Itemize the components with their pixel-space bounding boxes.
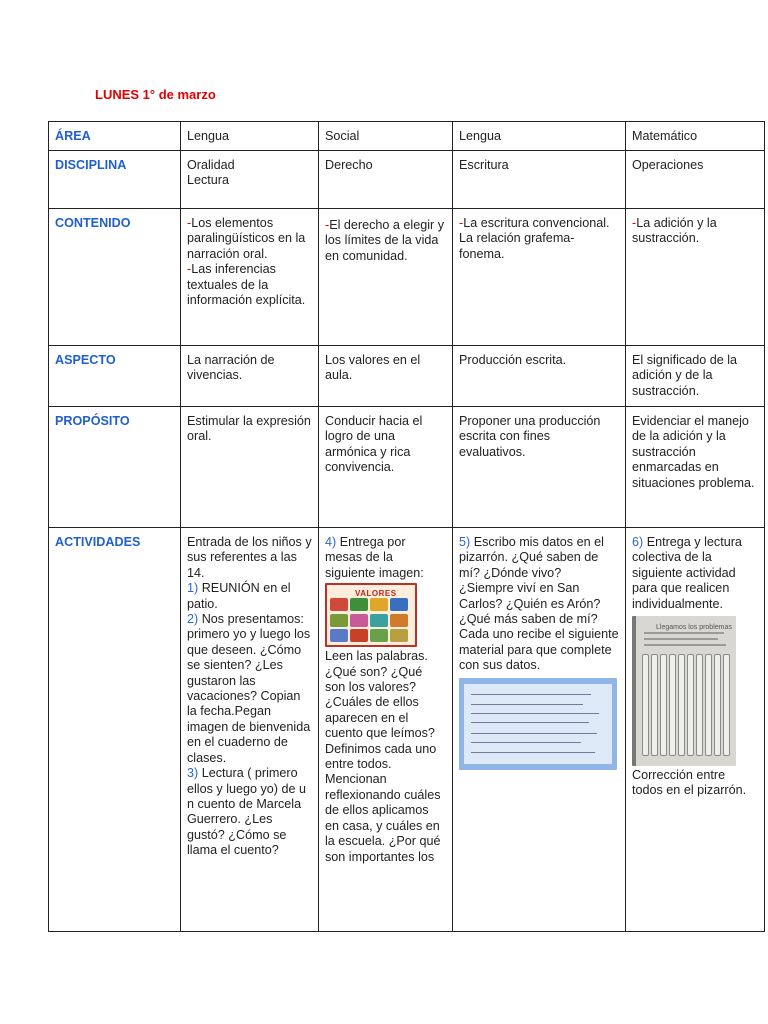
cell-actividades-1 (181, 528, 319, 932)
row-label-disciplina: DISCIPLINA (49, 151, 181, 209)
cell-proposito-4: Evidenciar el manejo de la adición y la sustracción enmarcadas en situaciones problema. (626, 407, 765, 528)
activity-number: 2) (187, 612, 199, 627)
cell-text: Escribo mis datos en el pizarrón. ¿Qué saben de mí? ¿Dónde vivo? ¿Siempre viví en San Carlos? ¿Quién es Arón? ¿Qué más saben de mí? Cada uno recibe el siguiente material para que complete con sus datos. (459, 535, 619, 673)
cell-text: Nos presentamos: primero yo y luego los que deseen. ¿Cómo se sienten? ¿Les gustaron las vacaciones? Copian la fecha.Pegan imagen de bienvenida en el cuaderno de clases. (187, 612, 311, 765)
cell-area-2: Social (319, 122, 453, 151)
cell-area-3: Lengua (453, 122, 626, 151)
page-title: LUNES 1° de marzo (95, 87, 216, 102)
cell-actividades-2 (319, 528, 453, 932)
cell-contenido-1 (181, 209, 319, 346)
activity-number: 3) (187, 766, 199, 781)
cell-text: REUNIÓN en el patio. (187, 581, 291, 611)
cell-contenido-3 (453, 209, 626, 346)
cell-disciplina-4: Operaciones (626, 151, 765, 209)
cell-text: Corrección entre todos en el pizarrón. (632, 768, 747, 798)
activity-item (459, 535, 619, 672)
cell-area-4: Matemático (626, 122, 765, 151)
cell-text: Entrada de los niños y sus referentes a las 14. (187, 535, 312, 580)
activity-item (187, 612, 312, 766)
cell-text: El derecho a elegir y los límites de la vida en comunidad. (325, 218, 445, 263)
row-label-actividades: ACTIVIDADES (49, 528, 181, 932)
cell-proposito-3: Proponer una producción escrita con fines evaluativos. (453, 407, 626, 528)
cell-text: Las inferencias textuales de la información explícita. (187, 262, 306, 308)
cell-text (187, 262, 312, 308)
table-row-contenido (49, 209, 765, 346)
row-label-area: ÁREA (49, 122, 181, 151)
valores-image-title: VALORES (355, 589, 397, 599)
worksheet-title: Llegamos los problemas (656, 624, 732, 632)
cell-contenido-2 (319, 209, 453, 346)
row-label-aspecto: ASPECTO (49, 346, 181, 407)
activity-number: 4) (325, 535, 337, 549)
table-row-disciplina (49, 151, 765, 209)
cell-text: Entrega y lectura colectiva de la siguiente actividad para que realicen individualmente. (632, 535, 742, 611)
activity-item (187, 766, 312, 858)
activity-item (632, 535, 742, 611)
cell-aspecto-4: El significado de la adición y de la sustracción. (626, 346, 765, 407)
activity-item (325, 535, 424, 580)
activity-number: 1) (187, 581, 199, 596)
cell-area-1: Lengua (181, 122, 319, 151)
activity-number: 5) (459, 535, 471, 549)
cell-text: Oralidad (187, 158, 235, 172)
datos-worksheet-image (459, 678, 617, 770)
cell-disciplina-1 (181, 151, 319, 209)
cell-text: Lectura (187, 173, 230, 188)
cell-aspecto-2: Los valores en el aula. (319, 346, 453, 407)
row-label-contenido: CONTENIDO (49, 209, 181, 346)
valores-image (325, 583, 417, 647)
cell-actividades-4 (626, 528, 765, 932)
dash-marker: - (459, 216, 464, 230)
cell-text: Entrega por mesas de la siguiente imagen: (325, 535, 424, 580)
table-row-proposito (49, 407, 765, 528)
dash-marker: - (325, 218, 330, 232)
activity-number: 6) (632, 535, 644, 549)
cell-text (187, 216, 312, 262)
cell-aspecto-1: La narración de vivencias. (181, 346, 319, 407)
cell-text: Lectura ( primero ellos y luego yo) de u n cuento de Marcela Guerrero. ¿Les gustó? ¿Cómo se llama el cuento? (187, 766, 307, 858)
table-row-aspecto (49, 346, 765, 407)
problemas-worksheet-image (632, 616, 736, 766)
activity-item (187, 581, 312, 612)
cell-disciplina-2: Derecho (319, 151, 453, 209)
cell-text: La escritura convencional. La relación grafema-fonema. (459, 216, 610, 261)
cell-text: Leen las palabras. ¿Qué son? ¿Qué son los valores? ¿Cuáles de ellos aparecen en el cuento que leímos? Definimos cada uno entre todos. Mencionan reflexionando cuáles de ellos aplicamos en casa, y cuáles en la escuela. ¿Por qué son importantes los (325, 649, 441, 864)
cell-text: La adición y la sustracción. (632, 216, 717, 246)
lesson-plan-table (48, 121, 765, 932)
cell-contenido-4 (626, 209, 765, 346)
cell-aspecto-3: Producción escrita. (453, 346, 626, 407)
cell-text: Los elementos paralingüísticos en la narración oral. (187, 216, 306, 261)
cell-disciplina-3: Escritura (453, 151, 626, 209)
row-label-proposito: PROPÓSITO (49, 407, 181, 528)
cell-proposito-2: Conducir hacia el logro de una armónica y rica convivencia. (319, 407, 453, 528)
dash-marker: - (632, 216, 637, 230)
table-row-actividades (49, 528, 765, 932)
table-row-area (49, 122, 765, 151)
cell-proposito-1: Estimular la expresión oral. (181, 407, 319, 528)
dash-marker: - (187, 262, 192, 277)
dash-marker: - (187, 216, 192, 230)
cell-actividades-3 (453, 528, 626, 932)
